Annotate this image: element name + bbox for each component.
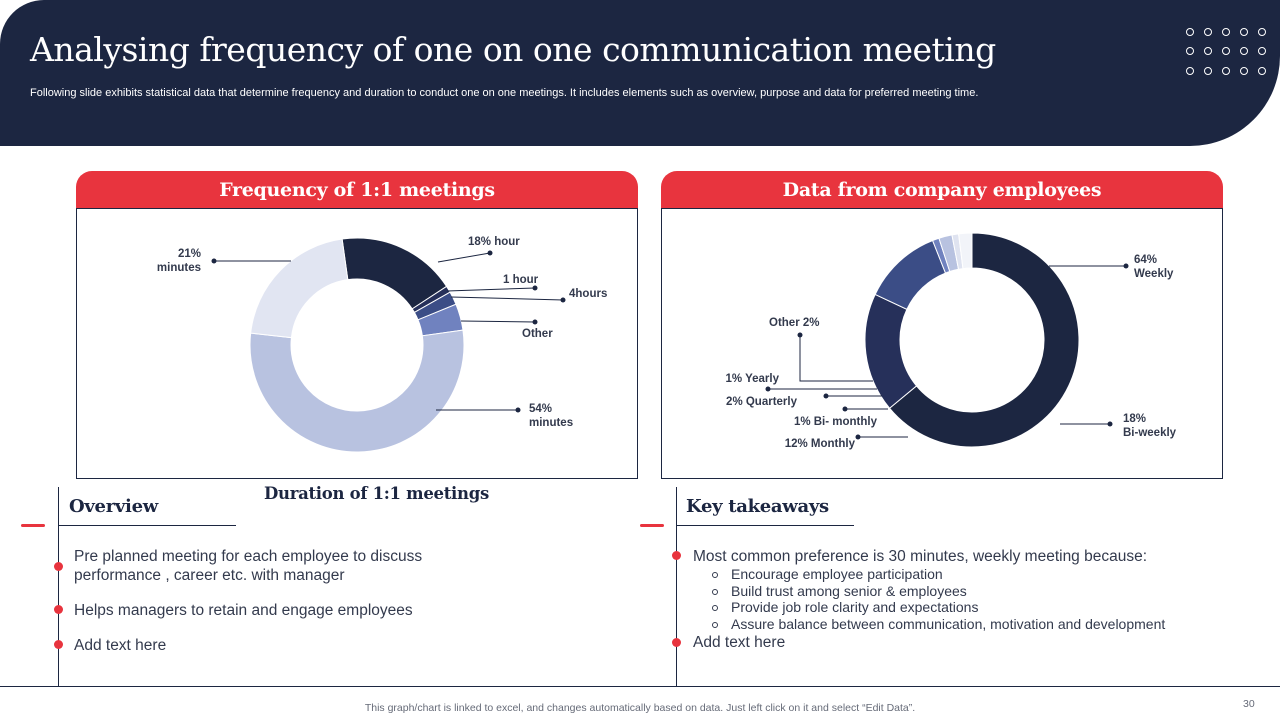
takeaway-sub-3: Provide job role clarity and expectations [731, 599, 979, 615]
slice-label-yearly: 1% Yearly [725, 373, 779, 385]
overview-bullet-3 [54, 640, 63, 649]
page-number: 30 [1243, 698, 1255, 710]
takeaways-main: Most common preference is 30 minutes, weekly meeting because: [693, 548, 1148, 565]
takeaways-accent-bar [640, 524, 664, 527]
employees-slice-2 [865, 294, 917, 408]
takeaways-bullet-1 [672, 551, 681, 560]
takeaways-title: Key takeaways [686, 496, 829, 517]
overview-item-2: Helps managers to retain and engage employees [74, 602, 413, 619]
overview-bullet-1 [54, 562, 63, 571]
employees-slice-3 [875, 241, 945, 310]
duration-slice-6 [251, 239, 348, 338]
slice-label-54-minutes-a: 54% minutes [529, 403, 574, 429]
donut-chart-duration [250, 238, 464, 452]
takeaway-sub-4: Assure balance between communication, motivation and development [731, 616, 1166, 632]
takeaways-divider [676, 525, 854, 526]
duration-slice-5 [250, 330, 464, 452]
slice-label-bi-monthly: 1% Bi- monthly [793, 416, 877, 428]
overview-title: Overview [69, 496, 158, 517]
takeaway-sub-2: Build trust among senior & employees [731, 583, 967, 599]
footer-note: This graph/chart is linked to excel, and changes automatically based on data. Just left click on it and select “Edit Data”. [364, 702, 916, 714]
overview-bullet-2 [54, 605, 63, 614]
slice-label-bi-weekly: 18% Bi-weekly [1123, 413, 1177, 439]
slide-title: Analysing frequency of one on one communication meeting [30, 30, 996, 69]
overview-vertical-line [58, 487, 59, 686]
overview-item-1-line2: performance , career etc. with manager [74, 567, 345, 584]
overview-divider [58, 525, 236, 526]
slice-label-1-hour: 1 hour [503, 274, 539, 286]
sub-bullet-4 [712, 622, 718, 628]
overview-item-3: Add text here [74, 637, 167, 654]
chart-caption-duration: Duration of 1:1 meetings [264, 484, 489, 503]
panel-heading-employees: Data from company employees [661, 171, 1223, 209]
slice-label-other-2: Other 2% [769, 317, 820, 329]
sub-bullet-3 [712, 605, 718, 611]
takeaways-last: Add text here [693, 634, 786, 651]
slice-label-21-minutes-a: 21% minutes [156, 248, 201, 274]
slice-label-18-hour: 18% hour [468, 236, 520, 248]
takeaway-sub-1: Encourage employee participation [731, 566, 943, 582]
sub-bullet-2 [712, 589, 718, 595]
sub-bullet-1 [712, 572, 718, 578]
overview-accent-bar [21, 524, 45, 527]
slice-label-monthly: 12% Monthly [784, 438, 855, 450]
footer-divider [0, 686, 1280, 687]
panel-heading-frequency: Frequency of 1:1 meetings [76, 171, 638, 209]
donut-chart-employees [865, 233, 1079, 447]
takeaways-vertical-line [676, 487, 677, 686]
overview-item-1 [74, 547, 422, 585]
slice-label-weekly: 64% Weekly [1134, 254, 1174, 280]
slice-label-other: Other [522, 328, 553, 340]
slide-subtitle: Following slide exhibits statistical data that determine frequency and duration to conduct one on one meetings. It includes elements such as overview, purpose and data for preferred meeting time. [30, 87, 979, 99]
slice-label-4hours: 4hours [569, 288, 608, 300]
takeaways-bullet-2 [672, 638, 681, 647]
overview-item-1-line1: Pre planned meeting for each employee to discuss [74, 548, 423, 565]
slice-label-quarterly: 2% Quarterly [726, 396, 797, 408]
